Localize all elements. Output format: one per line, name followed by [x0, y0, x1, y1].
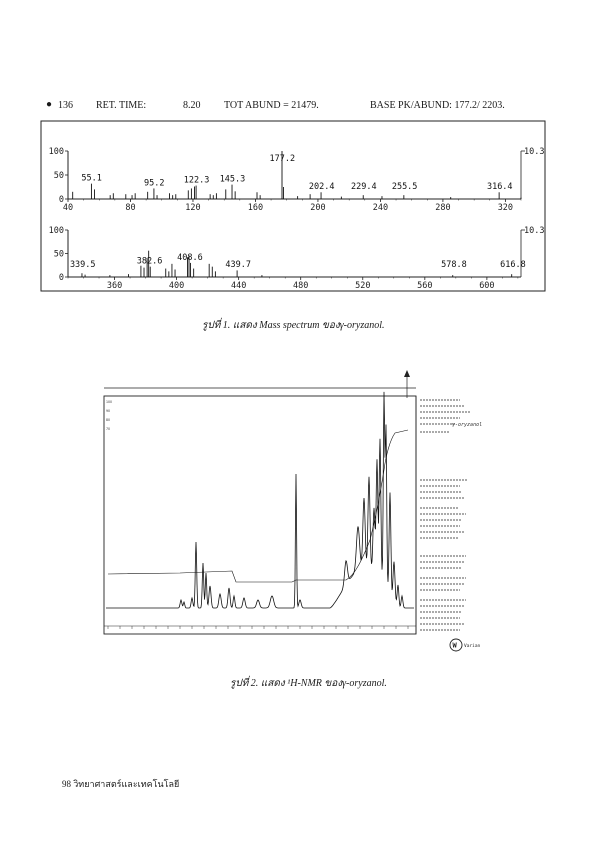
ms-peak-label: 177.2: [269, 154, 296, 164]
ms-peak-label: 95.2: [143, 178, 165, 189]
ret-time-value: 8.20: [183, 100, 201, 111]
ret-time-label: RET. TIME:: [96, 100, 147, 111]
ms-caption: รูปที่ 1. แสดง Mass spectrum ของγ-oryzanol.: [202, 320, 385, 331]
svg-text:70: 70: [106, 427, 111, 431]
ms-peak-label: 616.8: [500, 260, 526, 270]
ms-x-tick-label: 560: [417, 281, 433, 291]
ms-x-tick-label: 80: [125, 203, 136, 213]
ms-x-tick-label: 520: [355, 281, 371, 291]
svg-text:W: W: [452, 641, 457, 650]
svg-text:80: 80: [106, 418, 111, 422]
ms-x-tick-label: 480: [293, 281, 309, 291]
ms-x-tick-label: 440: [230, 281, 247, 291]
ms-x-tick-label: 600: [479, 281, 495, 291]
base-peak: BASE PK/ABUND: 177.2/ 2203.: [370, 100, 505, 111]
nmr-spectrum-trace: [106, 392, 414, 608]
ms-x-tick-label: 320: [497, 203, 514, 213]
page-footer: 98 วิทยาศาสตร์และเทคโนโลยี: [62, 779, 180, 789]
ms-peak-label: 145.3: [219, 174, 246, 185]
ms-y-tick-label: 0: [58, 195, 64, 205]
total-abundance: TOT ABUND = 21479.: [224, 100, 319, 111]
ms-peak-label: 339.5: [69, 260, 96, 270]
ms-x-tick-label: 360: [106, 281, 123, 291]
ms-y-tick-label: 50: [53, 171, 64, 181]
ms-scale-label: 10.3: [524, 226, 545, 236]
ms-y-tick-label: 50: [53, 249, 64, 260]
svg-text:Varian: Varian: [464, 644, 481, 649]
nmr-parameter-list: [420, 400, 470, 630]
ms-peak-label: 316.4: [486, 182, 513, 192]
ms-peak-label: 439.7: [225, 260, 251, 270]
ms-y-tick-label: 100: [48, 147, 64, 157]
ms-peak-label: 122.3: [183, 175, 210, 186]
svg-text:90: 90: [106, 409, 111, 413]
nmr-left-scale: [106, 400, 112, 431]
ms-peak-label: 382.6: [136, 256, 163, 267]
ms-x-tick-label: 400: [168, 281, 185, 291]
ms-peak-label: 55.1: [81, 173, 102, 184]
varian-logo: [450, 639, 481, 651]
ms-x-tick-label: 280: [435, 203, 451, 213]
ms-peak-label: 578.8: [441, 260, 467, 270]
arrow-up-icon: [404, 370, 410, 377]
ms-peak-label: 229.4: [351, 182, 377, 192]
nmr-caption: รูปที่ 2. แสดง ¹H-NMR ของγ-oryzanol.: [230, 678, 387, 689]
ms-peak-label: 255.5: [391, 182, 418, 192]
ms-x-tick-label: 120: [185, 203, 201, 213]
nmr-frame: [104, 396, 416, 634]
scan-number: 136: [58, 100, 73, 111]
ms-x-tick-label: 40: [62, 203, 74, 213]
nmr-integral-trace: [108, 430, 408, 582]
ms-y-tick-label: 0: [58, 273, 64, 283]
ms-x-tick-label: 160: [247, 203, 264, 213]
nmr-ppm-ticks: [108, 626, 408, 629]
ms-y-tick-label: 100: [48, 226, 64, 236]
ms-peak-label: 408.6: [177, 252, 203, 263]
svg-text:100: 100: [106, 400, 113, 404]
ms-peak-label: 202.4: [308, 182, 335, 192]
ms-x-tick-label: 240: [372, 203, 389, 213]
nmr-handwritten-note: γ-oryzanol: [452, 422, 483, 428]
bullet-icon: ●: [46, 99, 53, 110]
ms-scale-label: 10.3: [524, 147, 545, 157]
ms-x-tick-label: 200: [310, 203, 326, 213]
